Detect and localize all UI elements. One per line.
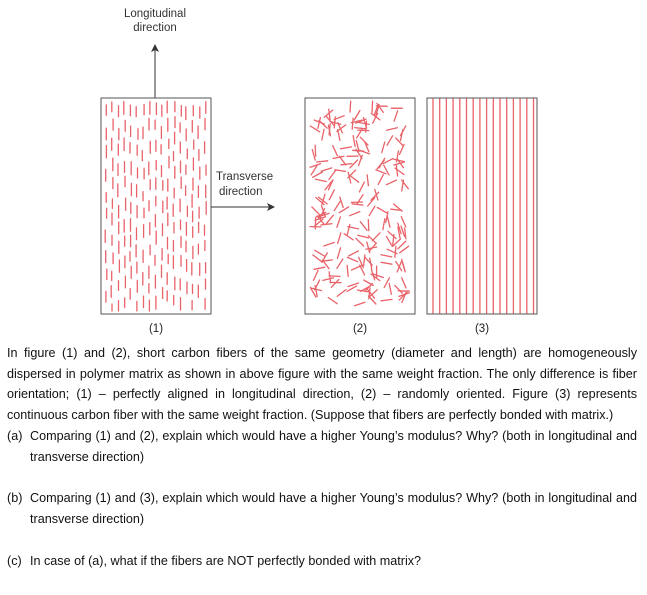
- question-c-letter: (c): [7, 553, 22, 568]
- question-c: [7, 551, 637, 572]
- panel-1-label: (1): [148, 323, 164, 335]
- random-fiber: [350, 101, 351, 112]
- random-fiber: [329, 276, 340, 277]
- random-fiber: [358, 130, 369, 131]
- question-a: [7, 426, 637, 467]
- transverse-label-line1: Transverse: [216, 171, 274, 183]
- random-fiber: [352, 118, 353, 129]
- question-text: [7, 343, 637, 571]
- question-b: [7, 488, 637, 529]
- panel-random-short-fibers: [305, 98, 415, 314]
- random-fiber: [315, 145, 316, 156]
- panel-2-label: (2): [352, 323, 368, 335]
- question-a-text: Comparing (1) and (2), explain which would have a higher Young’s modulus? Why? (both in longitudinal and transverse direction): [30, 428, 637, 464]
- intro-paragraph: In figure (1) and (2), short carbon fibers of the same geometry (diameter and length) are homogeneously dispersed in polymer matrix as shown in above figure with the same weight fraction. The only difference is fiber orientation; (1) – perfectly aligned in longitudinal direction, (2) – randomly oriented. Figure (3) represents continuous carbon fiber with the same weight fraction. (Suppose that fibers are perfectly bonded with matrix.): [7, 346, 637, 423]
- longitudinal-label-line1: Longitudinal: [123, 8, 187, 20]
- longitudinal-label-line2: direction: [133, 22, 177, 34]
- panel-3-label: (3): [474, 323, 490, 335]
- question-b-letter: (b): [7, 491, 23, 506]
- question-b-text: Comparing (1) and (3), explain which would have a higher Young’s modulus? Why? (both in longitudinal and transverse direction): [30, 491, 637, 526]
- question-c-text: In case of (a), what if the fibers are NOT perfectly bonded with matrix?: [30, 553, 422, 568]
- panel-aligned-short-fibers: [101, 98, 211, 314]
- panel-continuous-fibers: [427, 98, 537, 314]
- random-fiber: [372, 101, 373, 112]
- transverse-label-line2: direction: [219, 186, 263, 198]
- question-a-letter: (a): [7, 428, 23, 443]
- random-fiber: [368, 220, 369, 231]
